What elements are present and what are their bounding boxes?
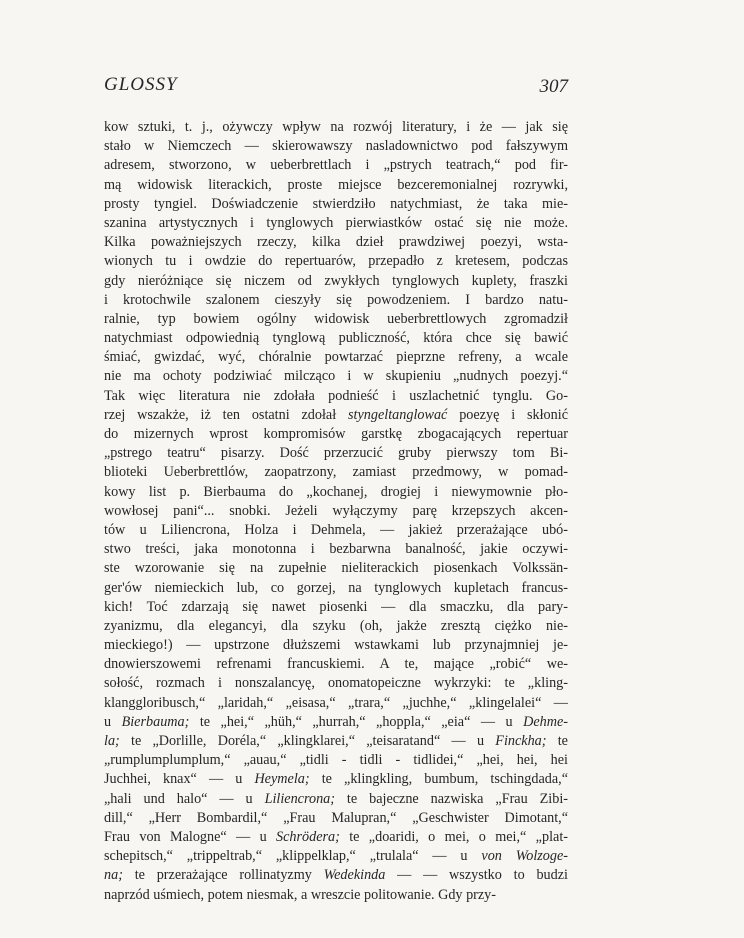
text-line [104,790,568,809]
text-run: prosty tyngiel. Doświadczenie stwierdziło natychmiast, że taka mie- [104,195,568,212]
italic-run: Finckha; [495,733,547,749]
italic-run: von Wolzoge- [481,848,569,865]
text-run: tów u Liliencrona, Holza i Dehmela, — jakież przerażające ubó- [104,521,568,538]
italic-run: Liliencrona; [264,790,335,807]
text-run: stało w Niemczech — skierowawszy nasladownictwo pod fałszywym [104,138,568,155]
text-run: blioteki Ueberbrettlów, zaopatrzony, zamiast przedmowy, w pomad- [104,464,568,481]
text-line [104,272,568,291]
text-line [104,387,568,406]
text-run: te przerażające rollinatyzmy [122,867,324,884]
text-line [104,252,568,271]
text-run: adresem, stworzono, w ueberbrettlach i „pstrych teatrach,“ pod fir- [104,157,568,174]
text-run: śmiać, gwizdać, wyć, chóralnie powtarzać pieprzne refreny, a wcale [104,349,568,366]
text-run: szanina artystycznych i tynglowych pierwiastków ostać się nie może. [104,214,568,231]
text-run: te bajeczne nazwiska „Frau Zibi- [334,790,569,807]
text-run: ger'ów niemieckich lub, co gorzej, na tynglowych kupletach francus- [104,579,568,596]
text-line [104,214,568,233]
text-line [104,866,568,885]
text-run: u [104,713,122,730]
text-run: te „klingkling, bumbum, tschingdada,“ [309,771,568,788]
text-run: te „hei,“ „hüh,“ „hurrah,“ „hoppla,“ „eia“ — u [189,713,524,730]
italic-run: na; [104,867,123,884]
text-run: i krotochwile szalonem cieszyły się powodzeniem. I bardzo natu- [104,291,568,308]
text-line [104,310,568,329]
text-run: mieckiego!) — upstrzone dłuższemi wstawkami lub przynajmniej je- [104,637,568,654]
italic-run: Dehme- [523,713,568,730]
text-run: „pstrego teatru“ pisarzy. Dość przerzucić gruby pierwszy tom Bi- [104,445,568,462]
text-line [104,406,568,425]
text-run: kow sztuki, t. j., ożywczy wpływ na rozwój literatury, i że — jak się [104,119,568,135]
text-line [104,751,568,770]
text-run: ralnie, typ bowiem ogólny widowisk ueberbrettlowych zgromadził [104,310,568,327]
text-run: „hali und halo“ — u [104,790,265,807]
italic-run: Wedekinda [323,867,386,884]
text-run: ste wzorowanie się na zupełnie nieliterackich piosenkach Volkssän- [104,560,568,577]
text-line [104,483,568,502]
italic-run: Schrödera; [276,828,340,845]
text-line [104,674,568,693]
italic-run: Bierbauma; [121,713,190,730]
text-run: mą widowisk literackich, proste miejsce bezceremonialnej rozrywki, [104,176,568,193]
text-line [104,694,568,713]
text-run: Kilka poważniejszych rzeczy, kilka dzieł prawdziwej poezyi, wsta- [104,234,568,251]
text-line [104,732,568,751]
page-header [104,74,568,104]
text-run: gdy nieróżniące się niczem od zwykłych tynglowych kuplety, fraszki [104,272,568,289]
text-line [104,847,568,866]
text-run: naprzód uśmiech, potem niesmak, a wreszcie politowanie. Gdy przy- [104,886,496,903]
text-line [104,329,568,348]
text-run: Tak więc literatura nie zdołała podnieść i uszlachetnić tynglu. Go- [104,387,568,404]
text-run: schepitsch,“ „trippeltrab,“ „klippelklap,“ „trulala“ — u [104,848,482,865]
text-line [104,348,568,367]
text-line [104,540,568,559]
text-run: te „Dorlille, Doréla,“ „klingklarei,“ „teisaratand“ — u [119,733,496,749]
text-line [104,809,568,828]
text-run: nie ma ochoty podziwiać milcząco i w skupieniu „nudnych poezyj.“ [104,368,568,385]
body-text [104,118,568,905]
text-run: zyanizmu, dla elegancyi, dla szyku (oh, jakże zresztą ciężko nie- [104,617,568,634]
italic-run: styngeltanglować [348,406,448,423]
text-run: kowy list p. Bierbauma do „kochanej, drogiej i niewymownie pło- [104,483,568,500]
text-line [104,598,568,617]
text-line [104,195,568,214]
text-line [104,579,568,598]
text-run: „rumplumplumplum,“ „auau,“ „tidli - tidli - tidlidei,“ „hei, hei, hei [104,752,568,769]
running-head: GLOSSY [104,74,178,95]
text-line [104,233,568,252]
text-line [104,137,568,156]
text-run: rzej wszakże, iż ten ostatni zdołał [104,406,349,423]
italic-run: Heymela; [254,771,310,788]
text-run: wowłosej pani“... snobki. Jeżeli wyłączymy parę krzepszych akcen- [104,502,568,519]
text-run: natychmiast odpowiednią tynglową publiczność, która chce się bawić [104,330,568,347]
text-line [104,636,568,655]
text-line [104,118,568,137]
text-line [104,770,568,789]
text-run: stwo treści, jaka monotonna i bezbarwna banalność, jakie oczywi- [104,541,568,558]
text-run: klanggloribusch,“ „laridah,“ „eisasa,“ „trara,“ „juchhe,“ „klingelalei“ — [104,694,568,711]
text-run: do mizernych wprost kompromisów garstkę zbogacających repertuar [104,426,568,442]
text-run: te [546,733,568,749]
text-run: poezyę i skłonić [447,406,568,423]
text-line [104,444,568,463]
text-run: Juchhei, knax“ — u [104,771,255,788]
text-line [104,291,568,310]
text-run: te „doaridi, o mei, o mei,“ „plat- [339,828,568,845]
page-number: 307 [539,76,568,97]
text-run: — — wszystko to budzi [385,867,568,884]
text-line [104,156,568,175]
text-line [104,828,568,847]
text-run: wionych tu i owdzie do repertuarów, przepadło z kretesem, podczas [104,253,568,270]
text-line [104,521,568,540]
text-line [104,886,568,905]
text-run: dill,“ „Herr Bombardil,“ „Frau Malupran,“ „Geschwister Dimotant,“ [104,809,568,826]
text-line [104,655,568,674]
text-line [104,502,568,521]
text-run: kich! Toć zdarzają się nawet piosenki — dla smaczku, dla pary- [104,598,568,615]
text-run: Frau von Malogne“ — u [104,828,277,845]
text-line [104,425,568,444]
italic-run: la; [104,733,120,749]
text-line [104,463,568,482]
text-line [104,617,568,636]
text-run: sołość, rozmach i nonszalancyę, onomatopeiczne wykrzyki: te „kling- [104,675,568,692]
text-line [104,367,568,386]
text-line [104,559,568,578]
text-line [104,176,568,195]
text-line [104,713,568,732]
text-run: dnowierszowemi refrenami francuskiemi. A te, mające „robić“ we- [104,656,568,673]
